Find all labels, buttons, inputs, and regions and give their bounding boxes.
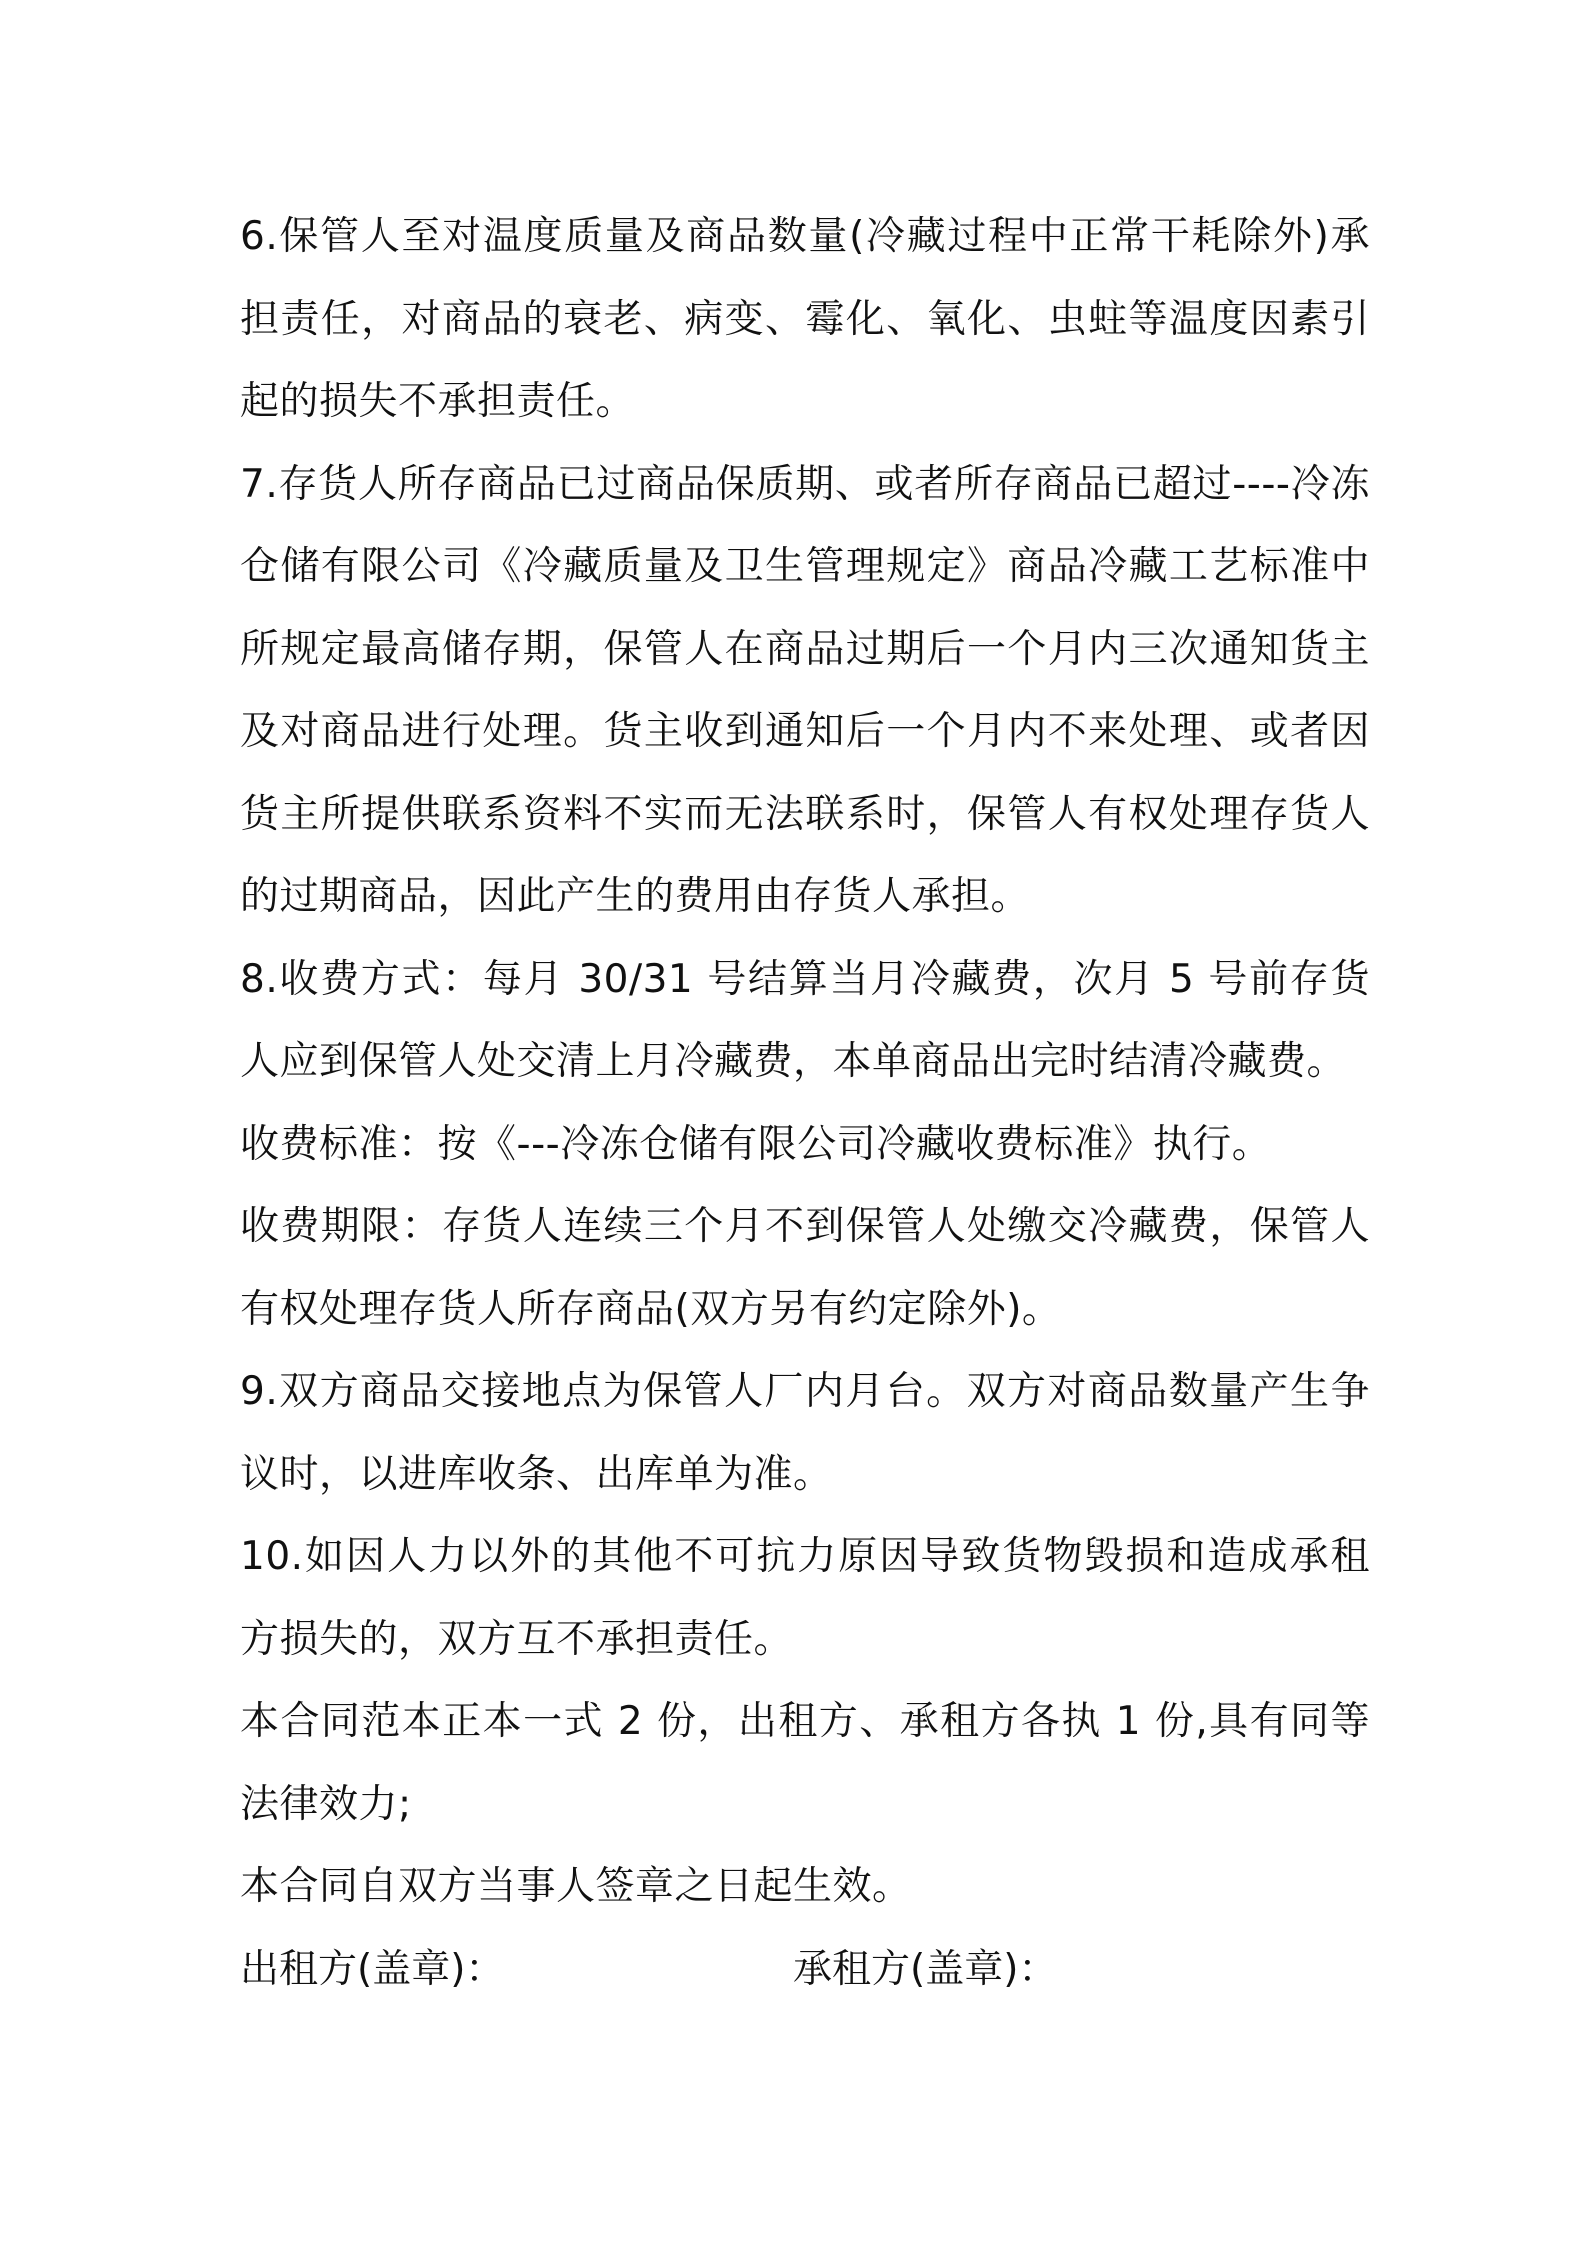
- effective-clause: 本合同自双方当事人签章之日起生效。: [240, 1864, 912, 1909]
- lessor-seal-label: 出租方(盖章)：: [240, 1946, 505, 1992]
- clause-7: 7.存货人所存商品已过商品保质期、或者所存商品已超过----冷冻仓储有限公司《冷藏质量及卫生管理规定》商品冷藏工艺标准中所规定最高储存期，保管人在商品过期后一个月内三次通知货主及对商品进行处理。货主收到通知后一个月内不来处理、或者因货主所提供联系资料不实而无法联系时，保管人有权处理存货人的过期商品，因此产生的费用由存货人承担。: [240, 461, 1370, 919]
- fee-deadline: 收费期限：存货人连续三个月不到保管人处缴交冷藏费，保管人有权处理存货人所存商品(双方另有约定除外)。: [240, 1204, 1370, 1332]
- clause-8-payment-method: 8.收费方式：每月 30/31 号结算当月冷藏费，次月 5 号前存货人应到保管人处交清上月冷藏费，本单商品出完时结清冷藏费。: [240, 956, 1370, 1084]
- fee-standard: 收费标准：按《---冷冻仓储有限公司冷藏收费标准》执行。: [240, 1121, 1272, 1167]
- signature-row: [240, 1929, 1370, 2012]
- contract-body: [240, 196, 1370, 2011]
- clause-6: 6.保管人至对温度质量及商品数量(冷藏过程中正常干耗除外)承担责任，对商品的衰老、病变、霉化、氧化、虫蛀等温度因素引起的损失不承担责任。: [240, 214, 1370, 424]
- copies-clause: 本合同范本正本一式 2 份，出租方、承租方各执 1 份,具有同等法律效力;: [240, 1699, 1370, 1827]
- clause-9: 9.双方商品交接地点为保管人厂内月台。双方对商品数量产生争议时，以进库收条、出库单为准。: [240, 1369, 1370, 1497]
- clause-10: 10.如因人力以外的其他不可抗力原因导致货物毁损和造成承租方损失的，双方互不承担责任。: [240, 1534, 1370, 1662]
- lessee-seal-label: 承租方(盖章)：: [793, 1946, 1058, 1992]
